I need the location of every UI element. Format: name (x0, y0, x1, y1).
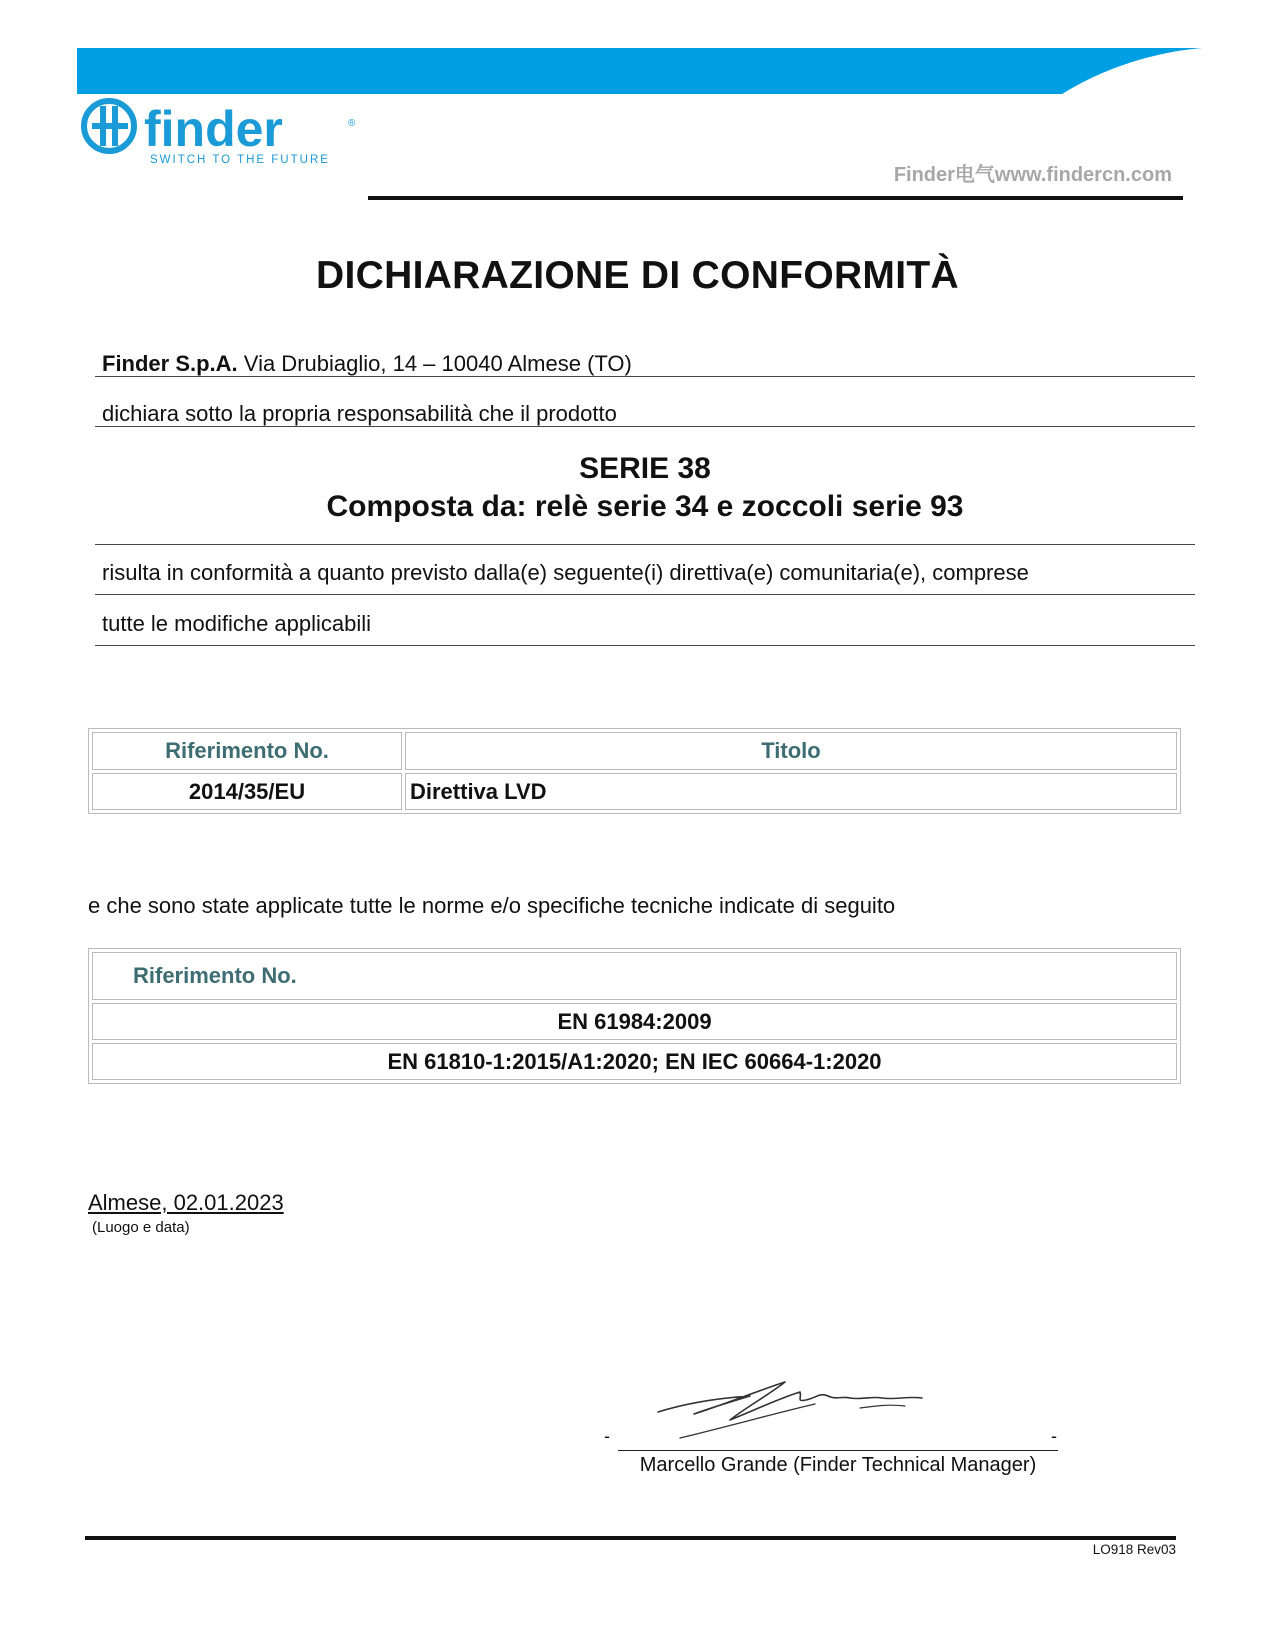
footer-rule (85, 1536, 1176, 1540)
handwritten-signature (650, 1368, 950, 1440)
place-date-caption: (Luogo e data) (92, 1219, 190, 1236)
divider (95, 645, 1195, 646)
directive-reference: 2014/35/EU (92, 773, 402, 810)
column-header-reference: Riferimento No. (92, 732, 402, 770)
header-band (77, 48, 1202, 94)
declaration-line: dichiara sotto la propria responsabilità che il prodotto (102, 401, 617, 426)
finder-logo-icon (84, 101, 134, 151)
directive-title: Direttiva LVD (405, 773, 1177, 810)
conformity-line-2: tutte le modifiche applicabili (102, 611, 372, 636)
document-title: DICHIARAZIONE DI CONFORMITÀ (316, 254, 959, 297)
logo-registered-mark: ® (348, 118, 356, 129)
standards-table (88, 948, 1181, 1084)
conformity-line-1: risulta in conformità a quanto previsto dalla(e) seguente(i) direttiva(e) comunitaria(e), comprese (102, 560, 1029, 585)
company-line (102, 351, 632, 377)
table-row (92, 1043, 1177, 1080)
standard-reference: EN 61810-1:2015/A1:2020; EN IEC 60664-1:2020 (92, 1043, 1177, 1080)
table-header-row (92, 732, 1177, 770)
header-band-shape (77, 48, 1202, 94)
logo-wordmark: finder (144, 101, 283, 157)
finder-logo (80, 96, 360, 168)
table-row (92, 1003, 1177, 1040)
signatory-name: Marcello Grande (Finder Technical Manager) (639, 1454, 1037, 1476)
company-address: Via Drubiaglio, 14 – 10040 Almese (TO) (237, 351, 632, 376)
standards-intro: e che sono state applicate tutte le norme e/o specifiche tecniche indicate di seguito (88, 893, 896, 918)
company-name: Finder S.p.A. (102, 351, 238, 376)
signature-dash-right: - (1051, 1426, 1057, 1446)
divider (95, 426, 1195, 427)
standard-reference: EN 61984:2009 (92, 1003, 1177, 1040)
divider (95, 376, 1195, 377)
place-date: Almese, 02.01.2023 (88, 1190, 284, 1215)
table-header-row (92, 952, 1177, 1000)
header-rule (368, 196, 1183, 200)
signature-line (618, 1450, 1058, 1451)
column-header-title: Titolo (405, 732, 1177, 770)
product-series: SERIE 38 (579, 452, 711, 485)
divider (95, 544, 1195, 545)
website-text: Finder电气www.findercn.com (893, 164, 1172, 186)
directives-table (88, 728, 1181, 814)
table-row (92, 773, 1177, 810)
logo-tagline: SWITCH TO THE FUTURE (150, 154, 330, 166)
signature-dash-left: - (604, 1426, 610, 1446)
document-code: LO918 Rev03 (1092, 1542, 1176, 1557)
product-composition: Composta da: relè serie 34 e zoccoli serie 93 (326, 490, 964, 523)
divider (95, 594, 1195, 595)
column-header-reference: Riferimento No. (92, 952, 1177, 1000)
